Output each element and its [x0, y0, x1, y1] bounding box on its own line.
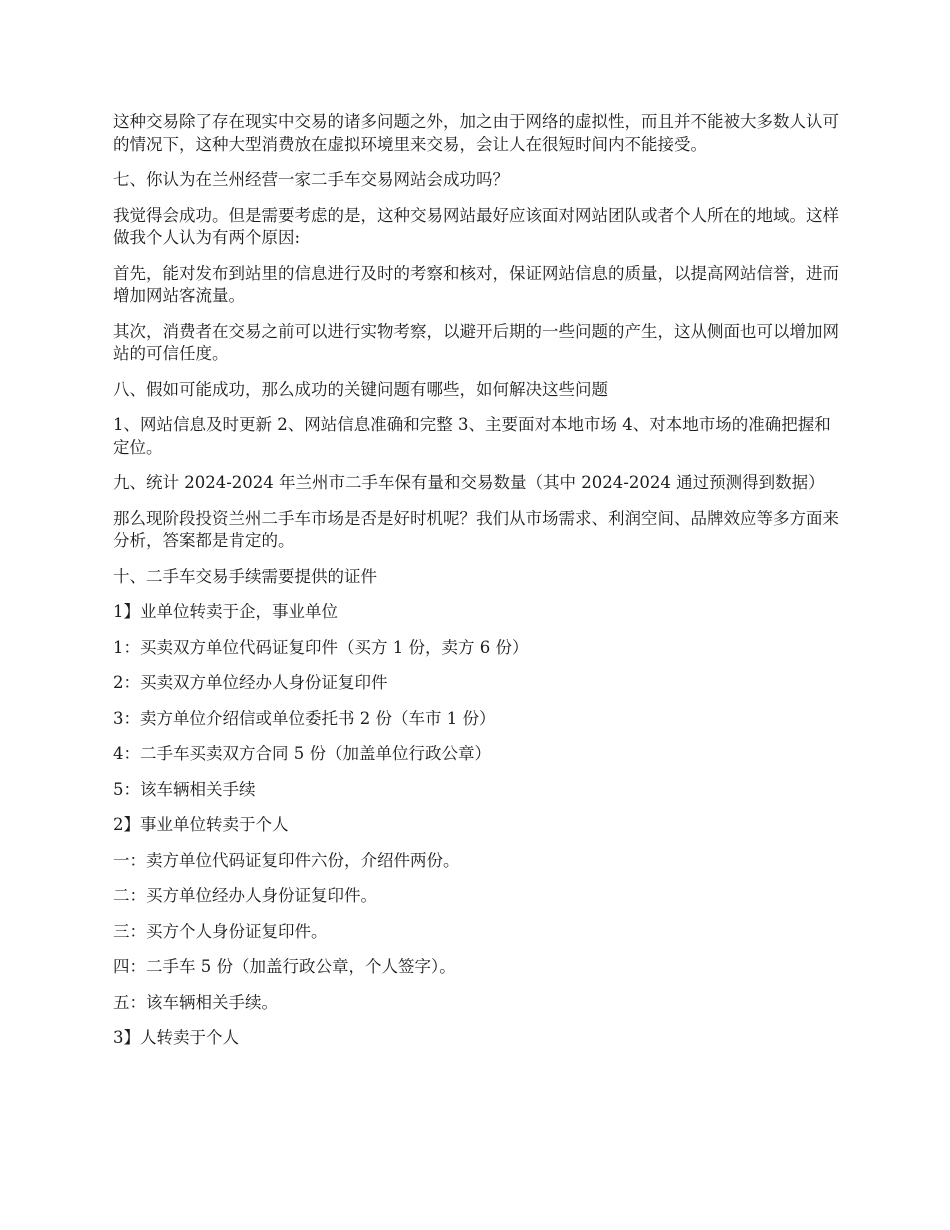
- list-item: 三：买方个人身份证复印件。: [113, 921, 328, 941]
- list-item: 1：买卖双方单位代码证复印件（买方 1 份，卖方 6 份）: [113, 637, 529, 657]
- subsection-heading: 3】人转卖于个人: [113, 1028, 239, 1047]
- subsection-heading: 1】业单位转卖于企，事业单位: [113, 602, 338, 621]
- list-item: 二：买方单位经办人身份证复印件。: [113, 886, 377, 905]
- list-item: 3：卖方单位介绍信或单位委托书 2 份（车市 1 份）: [113, 708, 496, 728]
- section-heading-10: 十、二手车交易手续需要提供的证件: [113, 566, 377, 586]
- section-heading-9: 九、统计 2024-2024 年兰州市二手车保有量和交易数量（其中 2024-2024 通过预测得到数据）: [113, 473, 825, 492]
- list-item: 2：买卖双方单位经办人身份证复印件: [113, 673, 388, 692]
- list-item: 一：卖方单位代码证复印件六份，介绍件两份。: [113, 850, 460, 870]
- paragraph: 我觉得会成功。但是需要考虑的是，这种交易网站最好应该面对网站团队或者个人所在的地域。这样做我个人认为有两个原因:: [113, 205, 839, 247]
- paragraph: 那么现阶段投资兰州二手车市场是否是好时机呢？我们从市场需求、利润空间、品牌效应等多方面来分析，答案都是肯定的。: [113, 508, 839, 550]
- list-item: 4：二手车买卖双方合同 5 份（加盖单位行政公章）: [113, 744, 491, 763]
- section-heading-7: 七、你认为在兰州经营一家二手车交易网站会成功吗？: [113, 170, 509, 189]
- section-heading-8: 八、假如可能成功，那么成功的关键问题有哪些，如何解决这些问题: [113, 379, 608, 399]
- document-body: [113, 111, 841, 1063]
- paragraph: 首先，能对发布到站里的信息进行及时的考察和核对，保证网站信息的质量，以提高网站信誉，进而增加网站客流量。: [113, 263, 839, 305]
- paragraph: 其次，消费者在交易之前可以进行实物考察，以避开后期的一些问题的产生，这从侧面也可以增加网站的可信任度。: [113, 321, 839, 363]
- list-item: 四：二手车 5 份（加盖行政公章，个人签字）。: [113, 957, 456, 976]
- paragraph-intro: 这种交易除了存在现实中交易的诸多问题之外，加之由于网络的虚拟性，而且并不能被大多数人认可的情况下，这种大型消费放在虚拟环境里来交易，会让人在很短时间内不能接受。: [113, 112, 839, 154]
- subsection-heading: 2】事业单位转卖于个人: [113, 815, 289, 834]
- list-item: 5：该车辆相关手续: [113, 779, 256, 799]
- paragraph: 1、网站信息及时更新 2、网站信息准确和完整 3、主要面对本地市场 4、对本地市场的准确把握和定位。: [113, 415, 831, 457]
- list-item: 五：该车辆相关手续。: [113, 992, 278, 1012]
